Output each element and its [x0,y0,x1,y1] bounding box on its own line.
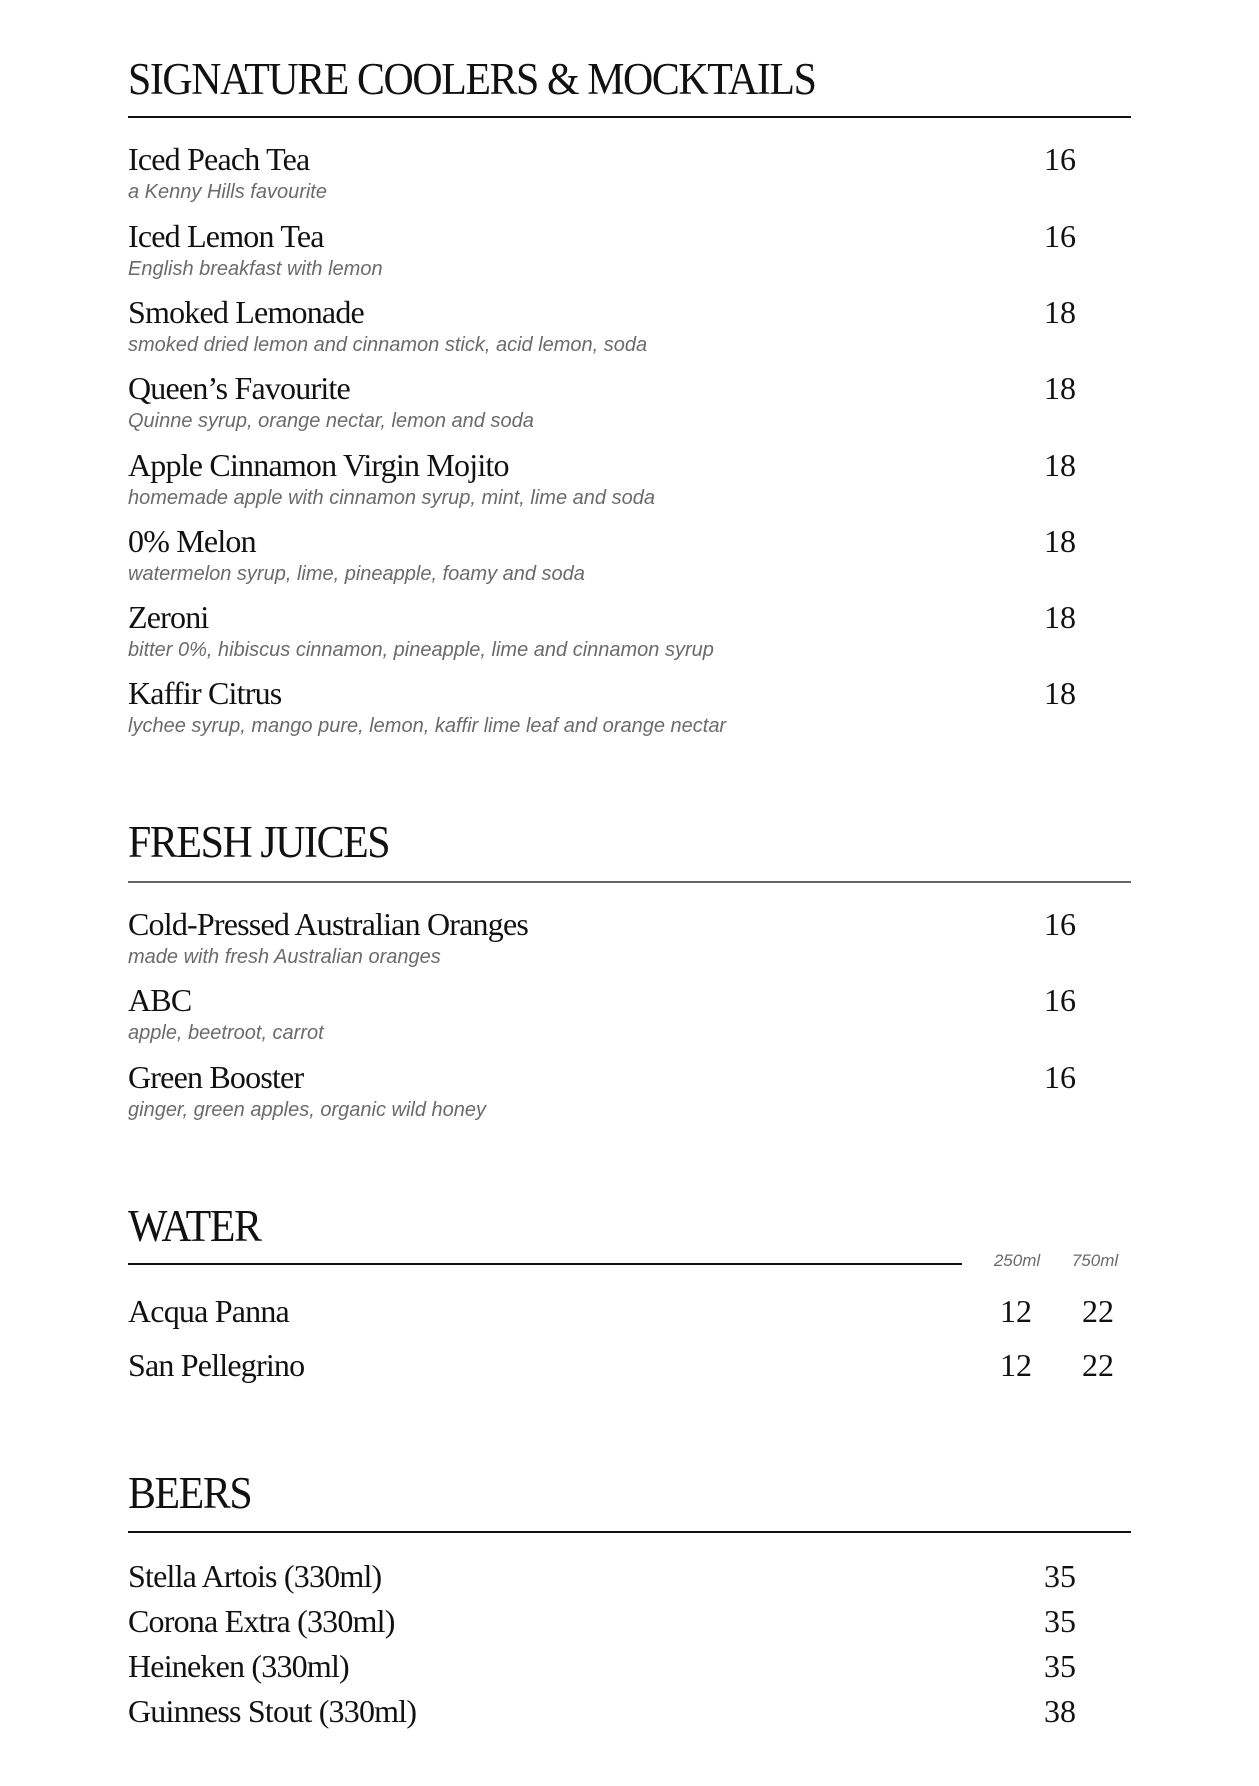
section-title: BEERS [128,1468,252,1518]
item-description: bitter 0%, hibiscus cinnamon, pineapple, lime and cinnamon syrup [128,639,714,661]
item-name: Smoked Lemonade [128,294,364,330]
item-price: 18 [1044,675,1076,711]
item-name: Heineken (330ml) [128,1648,349,1684]
item-description: watermelon syrup, lime, pineapple, foamy and soda [128,563,585,585]
item-price: 18 [1044,523,1076,559]
section-title: SIGNATURE COOLERS & MOCKTAILS [128,54,816,104]
item-price: 16 [1044,1059,1076,1095]
item-price: 18 [1044,447,1076,483]
section-divider [128,881,1131,883]
item-description: apple, beetroot, carrot [128,1022,324,1044]
item-description: a Kenny Hills favourite [128,181,327,203]
item-price: 16 [1044,141,1076,177]
item-name: Green Booster [128,1059,304,1095]
item-price: 38 [1044,1693,1076,1729]
item-price-250ml: 12 [1000,1347,1032,1383]
item-price: 18 [1044,370,1076,406]
item-name: Acqua Panna [128,1293,289,1329]
item-description: lychee syrup, mango pure, lemon, kaffir lime leaf and orange nectar [128,715,727,737]
item-name: Corona Extra (330ml) [128,1603,395,1639]
item-price: 16 [1044,906,1076,942]
item-price-750ml: 22 [1082,1347,1114,1383]
item-price: 16 [1044,218,1076,254]
column-label-750ml: 750ml [1071,1251,1119,1270]
item-description: homemade apple with cinnamon syrup, mint, lime and soda [128,487,655,509]
item-price: 35 [1044,1603,1076,1639]
item-name: Iced Lemon Tea [128,218,324,254]
column-label-250ml: 250ml [993,1251,1041,1270]
item-name: Guinness Stout (330ml) [128,1693,417,1729]
item-price: 35 [1044,1648,1076,1684]
section-divider [128,116,1131,118]
item-description: English breakfast with lemon [128,258,383,280]
item-description: Quinne syrup, orange nectar, lemon and soda [128,410,534,432]
item-price: 35 [1044,1558,1076,1594]
section-title: FRESH JUICES [128,817,390,867]
item-name: ABC [128,982,192,1018]
item-name: Iced Peach Tea [128,141,310,177]
item-description: ginger, green apples, organic wild honey [128,1099,487,1121]
item-name: Stella Artois (330ml) [128,1558,382,1594]
item-name: 0% Melon [128,523,256,559]
item-name: Kaffir Citrus [128,675,282,711]
item-name: Apple Cinnamon Virgin Mojito [128,447,509,483]
item-description: smoked dried lemon and cinnamon stick, acid lemon, soda [128,334,648,356]
item-price: 18 [1044,599,1076,635]
item-description: made with fresh Australian oranges [128,946,441,968]
section-divider [128,1531,1131,1533]
item-name: Zeroni [128,599,209,635]
item-price-750ml: 22 [1082,1293,1114,1329]
item-name: Cold-Pressed Australian Oranges [128,906,529,942]
item-price: 18 [1044,294,1076,330]
item-price: 16 [1044,982,1076,1018]
item-name: Queen’s Favourite [128,370,350,406]
section-divider [128,1263,962,1265]
section-title: WATER [128,1201,261,1251]
item-price-250ml: 12 [1000,1293,1032,1329]
item-name: San Pellegrino [128,1347,305,1383]
